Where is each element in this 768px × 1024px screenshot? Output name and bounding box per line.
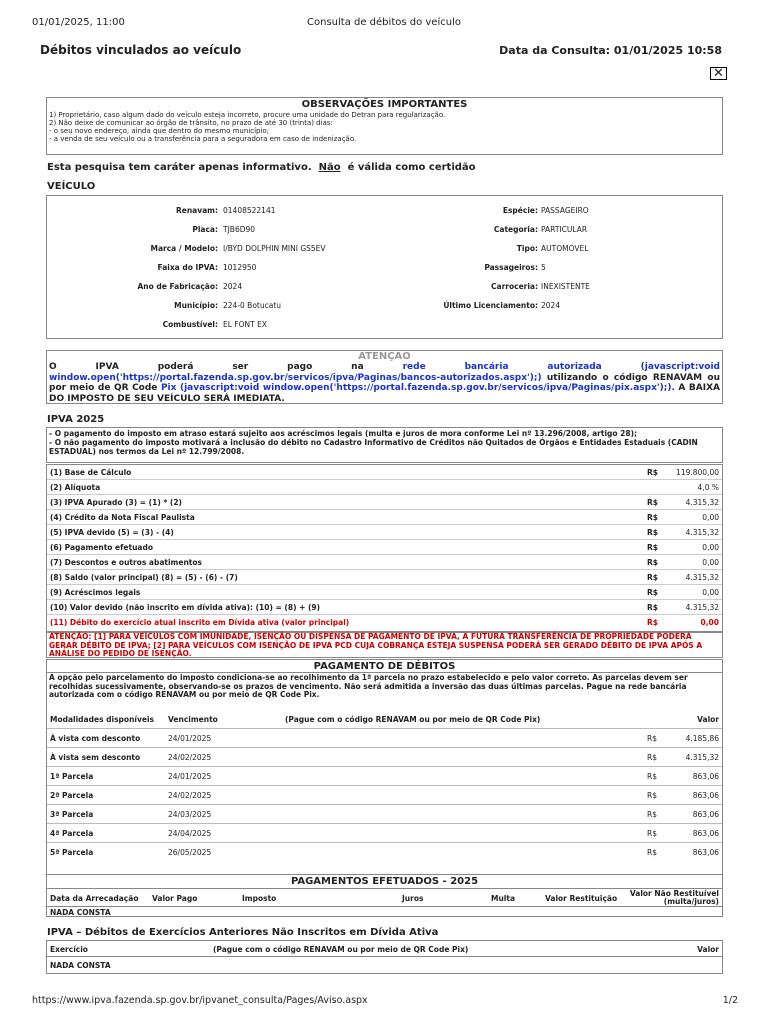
pagamento-title: PAGAMENTO DE DÉBITOS [47, 660, 722, 673]
categoria-value: PARTICULAR [541, 225, 588, 234]
calc-row [47, 555, 722, 570]
combustivel-label: Combustível: [162, 320, 218, 329]
calc-value: 0,00 [702, 588, 719, 597]
renavam-label: Renavam: [175, 206, 218, 215]
calc-currency: R$ [647, 603, 658, 612]
currency: R$ [647, 848, 657, 857]
tipo-label: Tipo: [516, 244, 538, 253]
calc-label: (11) Débito do exercício atual inscrito em Dívida ativa (valor principal) [50, 618, 350, 627]
placa-label: Placa: [192, 225, 218, 234]
tipo-value: AUTOMOVEL [541, 244, 589, 253]
calc-currency: R$ [647, 618, 658, 627]
calc-currency: R$ [647, 498, 658, 507]
info-nao: Não [318, 162, 341, 173]
atencao-text-3: A BAIXA DO IMPOSTO DE SEU VEÍCULO SERÁ IMEDIATA. [49, 383, 720, 404]
col-pague: (Pague com o código RENAVAM ou por meio de QR Code Pix) [213, 945, 469, 954]
col-valor: Valor [697, 945, 719, 954]
vencimento: 24/04/2025 [168, 829, 212, 838]
pix-link[interactable]: Pix (javascript:void window.open('https://portal.fazenda.sp.gov.br/servicos/ipva/Paginas/pix.aspx');). [160, 383, 675, 393]
vencimento: 24/02/2025 [168, 753, 212, 762]
veiculo-section-title: VEÍCULO [47, 181, 96, 192]
observacoes-line: - o seu novo endereço, ainda que dentro do mesmo município; [49, 127, 270, 135]
calc-label: (2) Alíquota [50, 483, 101, 492]
categoria-label: Categoria: [493, 225, 538, 234]
close-button[interactable] [710, 67, 727, 80]
municipio-value: 224-0 Botucatu [223, 301, 282, 310]
col-valor-nao-restituivel [630, 890, 719, 906]
print-page-title: Consulta de débitos do veículo [307, 17, 461, 28]
calc-label: (9) Acréscimos legais [50, 588, 141, 597]
col-valor-nao-restituivel-1: Valor Não Restituível [629, 889, 719, 898]
passageiros-label: Passageiros: [484, 263, 538, 272]
calc-value: 0,00 [702, 543, 719, 552]
calc-currency: R$ [647, 573, 658, 582]
calc-currency: R$ [647, 588, 658, 597]
efetuados-empty: NADA CONSTA [50, 908, 111, 917]
calc-value: 4,0 % [697, 483, 719, 492]
passageiros-value: 5 [541, 263, 546, 272]
pagamento-row[interactable] [47, 786, 722, 805]
modalidade: 2ª Parcela [50, 791, 94, 800]
calc-currency: R$ [647, 528, 658, 537]
currency: R$ [647, 734, 657, 743]
ipva-warning: ATENÇÃO: [1] PARA VEÍCULOS COM IMUNIDADE, ISENÇÃO OU DISPENSA DE PAGAMENTO DE IPVA, A FUTURA TRANSFERÊNCIA DE PROPRIEDADE PODERÁ GERAR DÉBITO DE IPVA; [2] PARA VEÍCULOS COM ISENÇÃO DE IPVA PCD CUJA COBRANÇA ESTEJA SUSPENSA PODERÁ SER GERADO DÉBITO DE IPVA APÓS A ANÁLISE DO PEDIDO DE ISENÇÃO. [46, 632, 723, 658]
observacoes-line: 1) Proprietário, caso algum dado do veículo esteja incorreto, procure uma unidade do Detran para regularização. [49, 111, 446, 119]
vehicle-row [47, 282, 722, 294]
calc-label: (3) IPVA Apurado (3) = (1) * (2) [50, 498, 182, 507]
calc-label: (1) Base de Cálculo [50, 468, 132, 477]
ultimo-licenciamento-value: 2024 [541, 301, 561, 310]
valor: 4.185,86 [685, 734, 719, 743]
ipva-section-title: IPVA 2025 [47, 414, 105, 425]
calc-currency: R$ [647, 558, 658, 567]
info-line [47, 162, 476, 173]
modalidade: À vista com desconto [50, 734, 141, 743]
efetuados-title: PAGAMENTOS EFETUADOS - 2025 [47, 875, 722, 889]
modalidade: 5ª Parcela [50, 848, 94, 857]
calc-currency: R$ [647, 543, 658, 552]
print-page-number: 1/2 [722, 995, 738, 1006]
currency: R$ [647, 772, 657, 781]
calc-value: 119.800,00 [676, 468, 719, 477]
vehicle-row [47, 225, 722, 237]
marca-modelo-value: I/BYD DOLPHIN MINI GS5EV [223, 244, 326, 253]
calc-label: (7) Descontos e outros abatimentos [50, 558, 203, 567]
faixa-ipva-label: Faixa do IPVA: [157, 263, 218, 272]
anteriores-section-title: IPVA – Débitos de Exercícios Anteriores Não Inscritos em Dívida Ativa [47, 927, 439, 938]
ultimo-licenciamento-label: Último Licenciamento: [443, 301, 538, 310]
col-pague: (Pague com o código RENAVAM ou por meio de QR Code Pix) [285, 715, 541, 724]
observacoes-box [46, 97, 723, 155]
vehicle-row [47, 320, 722, 332]
municipio-label: Município: [174, 301, 218, 310]
calc-row-divida-ativa [47, 615, 722, 630]
vencimento: 26/05/2025 [168, 848, 212, 857]
calc-value: 4.315,32 [685, 528, 719, 537]
atencao-title: ATENÇÃO [358, 351, 411, 362]
calc-label: (8) Saldo (valor principal) (8) = (5) - (6) - (7) [50, 573, 238, 582]
atencao-text-1: O IPVA poderá ser pago na [49, 362, 364, 372]
calc-row [47, 570, 722, 585]
calc-label: (10) Valor devido (não inscrito em dívida ativa): (10) = (8) + (9) [50, 603, 321, 612]
calc-row [47, 480, 722, 495]
rede-bancaria-link[interactable]: rede bancária autorizada (javascript:void window.open('https://portal.fazenda.sp.gov.br/servicos/ipva/Paginas/bancos-autorizados.aspx');) [49, 362, 720, 383]
pagamento-row[interactable] [47, 824, 722, 843]
print-datetime: 01/01/2025, 11:00 [32, 17, 125, 28]
currency: R$ [647, 791, 657, 800]
valor: 863,06 [692, 791, 719, 800]
observacoes-title: OBSERVAÇÕES IMPORTANTES [301, 99, 468, 110]
atencao-text [49, 362, 720, 404]
pagamento-row[interactable] [47, 748, 722, 767]
calc-row [47, 525, 722, 540]
currency: R$ [647, 829, 657, 838]
ipva-note: - O pagamento do imposto em atraso estará sujeito aos acréscimos legais (multa e juros de mora conforme Lei nº 13.296/2008, artigo 28); [49, 429, 638, 438]
ipva-note: - O não pagamento do imposto motivará a inclusão do débito no Cadastro Informativo de Créditos não Quitados de Órgãos e Entidades Estaduais (CADIN ESTADUAL) nos termos da Lei nº 12.799/2008. [49, 438, 698, 456]
calc-label: (4) Crédito da Nota Fiscal Paulista [50, 513, 195, 522]
col-data-arrecadacao: Data da Arrecadação [50, 894, 139, 903]
modalidade: À vista sem desconto [50, 753, 141, 762]
vencimento: 24/01/2025 [168, 734, 212, 743]
observacoes-line: 2) Não deixe de comunicar ao órgão de trânsito, no prazo de até 30 (trinta) dias: [49, 119, 333, 127]
modalidade: 3ª Parcela [50, 810, 94, 819]
calc-value: 0,00 [700, 618, 719, 627]
col-exercicio: Exercício [50, 945, 88, 954]
faixa-ipva-value: 1012950 [223, 263, 257, 272]
renavam-value: 01408522141 [223, 206, 276, 215]
calc-currency: R$ [647, 513, 658, 522]
pagamento-row[interactable] [47, 805, 722, 824]
col-valor-pago: Valor Pago [152, 894, 198, 903]
carroceria-label: Carroceria: [491, 282, 538, 291]
page-title: Débitos vinculados ao veículo [40, 43, 242, 57]
col-multa: Multa [491, 894, 516, 903]
col-juros: Juros [402, 894, 424, 903]
close-icon: ✕ [713, 66, 724, 81]
anteriores-empty: NADA CONSTA [50, 961, 111, 970]
atencao-box [46, 350, 723, 404]
valor: 863,06 [692, 772, 719, 781]
calc-value: 0,00 [702, 558, 719, 567]
valor: 863,06 [692, 810, 719, 819]
ano-fabricacao-value: 2024 [223, 282, 243, 291]
calc-row [47, 510, 722, 525]
calc-value: 4.315,32 [685, 498, 719, 507]
valor: 4.315,32 [685, 753, 719, 762]
ipva-calc-table [46, 464, 723, 632]
calc-currency: R$ [647, 468, 658, 477]
vehicle-row [47, 206, 722, 218]
valor: 863,06 [692, 829, 719, 838]
vehicle-row [47, 244, 722, 256]
modalidade: 4ª Parcela [50, 829, 94, 838]
currency: R$ [647, 810, 657, 819]
ano-fabricacao-label: Ano de Fabricação: [137, 282, 218, 291]
calc-row [47, 540, 722, 555]
vehicle-row [47, 263, 722, 275]
calc-value: 4.315,32 [685, 603, 719, 612]
print-header [32, 17, 736, 31]
consult-date: Data da Consulta: 01/01/2025 10:58 [499, 44, 722, 57]
atencao-text-2: utilizando o código RENAVAM ou por meio de QR Code [49, 372, 720, 393]
calc-row [47, 465, 722, 480]
print-footer [32, 995, 738, 1007]
combustivel-value: EL FONT EX [223, 320, 267, 329]
pagamento-desc: A opção pelo parcelamento do imposto condiciona-se ao recolhimento da 1ª parcela no prazo estabelecido e pelo valor correto. As parcelas devem ser recolhidas sucessivamente, observando-se os prazos de vencimento. Não será admitida a inversão das duas últimas parcelas. Pague na rede bancária autorizada com o código RENAVAM ou por meio de QR Code Pix. [49, 673, 688, 699]
efetuados-header-row [47, 889, 722, 907]
info-prefix: Esta pesquisa tem caráter apenas informativo. [47, 162, 312, 173]
col-modalidade: Modalidades disponíveis [50, 715, 154, 724]
vencimento: 24/02/2025 [168, 791, 212, 800]
calc-label: (6) Pagamento efetuado [50, 543, 154, 552]
calc-row [47, 600, 722, 615]
calc-row [47, 495, 722, 510]
pagamento-row[interactable] [47, 843, 722, 862]
pagamento-header-row [47, 710, 722, 729]
title-row [40, 43, 722, 59]
placa-value: TJB6D90 [223, 225, 256, 234]
calc-label: (5) IPVA devido (5) = (3) - (4) [50, 528, 174, 537]
especie-label: Espécie: [502, 206, 538, 215]
especie-value: PASSAGEIRO [541, 206, 589, 215]
marca-modelo-label: Marca / Modelo: [150, 244, 218, 253]
col-imposto: Imposto [242, 894, 277, 903]
col-vencimento: Vencimento [168, 715, 218, 724]
col-valor-restituicao: Valor Restituição [545, 894, 618, 903]
print-url: https://www.ipva.fazenda.sp.gov.br/ipvanet_consulta/Pages/Aviso.aspx [32, 995, 368, 1006]
col-valor: Valor [697, 715, 719, 724]
anteriores-header-row [47, 941, 722, 957]
pagamento-row[interactable] [47, 767, 722, 786]
vehicle-row [47, 301, 722, 313]
vehicle-box [46, 195, 723, 339]
vencimento: 24/03/2025 [168, 810, 212, 819]
carroceria-value: INEXISTENTE [541, 282, 590, 291]
pagamentos-efetuados-box [46, 874, 723, 917]
valor: 863,06 [692, 848, 719, 857]
anteriores-box [46, 940, 723, 974]
pagamento-box [46, 659, 723, 875]
observacoes-line: - a venda de seu veículo ou a transferência para a seguradora em caso de indenização. [49, 135, 357, 143]
calc-value: 0,00 [702, 513, 719, 522]
ipva-notes [46, 427, 723, 463]
modalidade: 1ª Parcela [50, 772, 94, 781]
calc-row [47, 585, 722, 600]
pagamento-row[interactable] [47, 729, 722, 748]
info-suffix: é válida como certidão [347, 162, 476, 173]
vencimento: 24/01/2025 [168, 772, 212, 781]
col-valor-nao-restituivel-2: (multa/juros) [663, 897, 719, 906]
currency: R$ [647, 753, 657, 762]
calc-value: 4.315,32 [685, 573, 719, 582]
